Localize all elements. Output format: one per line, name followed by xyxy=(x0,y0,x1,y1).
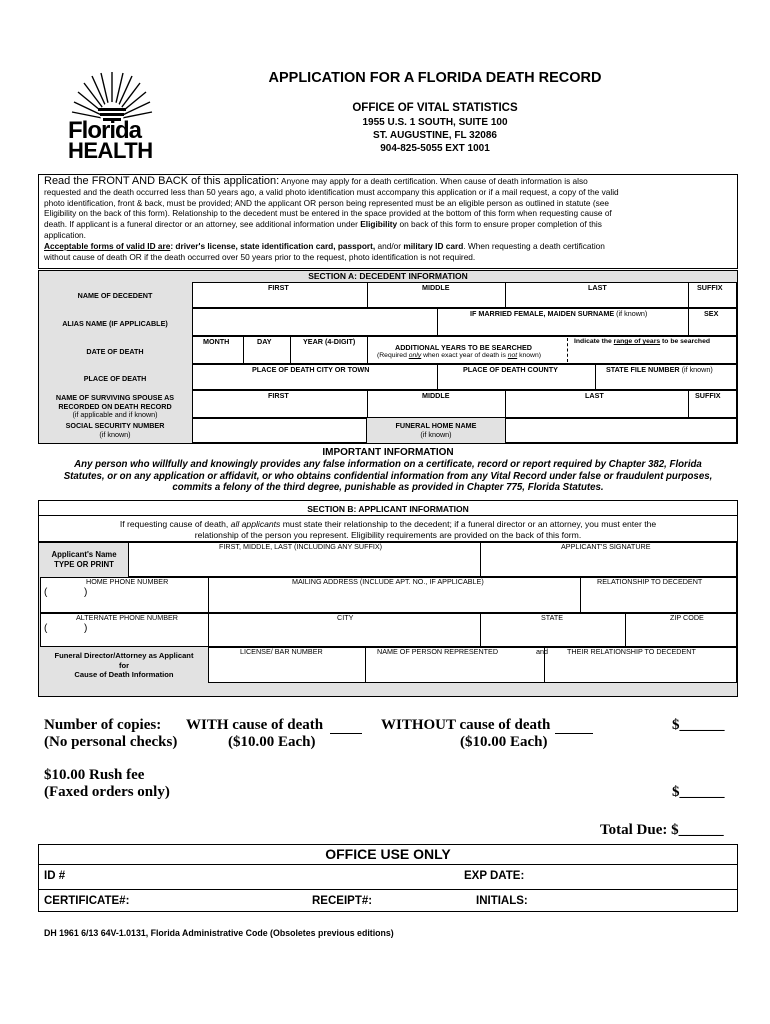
applicant-name-label: Applicant's Name TYPE OR PRINT xyxy=(51,550,117,569)
florida-health-logo xyxy=(68,72,156,163)
faxed-orders: (Faxed orders only) xyxy=(44,784,170,800)
mailing-address-field[interactable]: MAILING ADDRESS (INCLUDE APT. NO., IF APPLICABLE) xyxy=(292,577,484,586)
important-text: Any person who willfully and knowingly provides any false information on a certificate, record or report required by Chapter 382, Florida Statutes, or on any application or affidavit, or who obtains confidential information from any Vital Record under false or fraudulent purposes, commits a felony of the third degree, punishable as provided in Chapter 775, Florida Statutes. xyxy=(63,459,713,493)
home-phone-field[interactable]: HOME PHONE NUMBER xyxy=(86,577,169,586)
alias-label: ALIAS NAME (IF APPLICABLE) xyxy=(62,319,168,328)
home-phone-close: ) xyxy=(84,587,88,598)
their-relationship-field[interactable]: THEIR RELATIONSHIP TO DECEDENT xyxy=(567,647,696,656)
home-phone-open: ( xyxy=(44,587,48,598)
intro-id-list: : driver's license, state identification card, passport, xyxy=(170,240,376,251)
spouse-suffix-field[interactable]: SUFFIX xyxy=(695,391,721,400)
with-cod-label: WITH cause of death xyxy=(186,717,324,733)
section-a-title: SECTION A: DECEDENT INFORMATION xyxy=(308,271,468,281)
intro-line5c: on back of this form to ensure proper completion of this xyxy=(399,219,602,230)
decedent-first-field[interactable]: FIRST xyxy=(268,283,289,292)
office-address-1: 1955 U.S. 1 SOUTH, SUITE 100 xyxy=(362,117,508,128)
applicant-name-field[interactable]: FIRST, MIDDLE, LAST (INCLUDING ANY SUFFIX) xyxy=(219,542,383,551)
rush-fee: $10.00 Rush fee xyxy=(44,767,145,783)
alt-phone-close: ) xyxy=(84,623,88,634)
and-label: and xyxy=(536,647,548,656)
decedent-suffix-field[interactable]: SUFFIX xyxy=(697,283,723,292)
spouse-first-field[interactable]: FIRST xyxy=(268,391,289,400)
death-county-field[interactable]: PLACE OF DEATH COUNTY xyxy=(463,365,558,374)
applicant-signature-field[interactable]: APPLICANT'S SIGNATURE xyxy=(561,542,651,551)
alias-name-field[interactable] xyxy=(193,309,436,335)
spouse-middle-field[interactable]: MIDDLE xyxy=(422,391,450,400)
without-cod-price: ($10.00 Each) xyxy=(460,734,548,750)
office-phone: 904-825-5055 EXT 1001 xyxy=(380,143,490,154)
intro-text xyxy=(44,176,734,262)
without-cod-copies-input[interactable] xyxy=(555,732,593,734)
place-of-death-label: PLACE OF DEATH xyxy=(83,374,147,383)
total-due-field[interactable]: Total Due: $______ xyxy=(600,822,724,838)
ssn-label: SOCIAL SECURITY NUMBER (if known) xyxy=(65,421,165,439)
office-initials: INITIALS: xyxy=(476,895,528,907)
intro-line4: Eligibility on the back of this form). Relationship to the decedent must be entered in the space provided at the bottom of this form when requesting cause of xyxy=(44,208,612,219)
date-of-death-label: DATE OF DEATH xyxy=(86,347,144,356)
intro-lead: Read the FRONT AND BACK of this application: xyxy=(44,175,280,187)
intro-line7e: . When requesting a death certification xyxy=(463,240,605,251)
death-year-field[interactable]: YEAR (4-DIGIT) xyxy=(303,337,356,346)
intro-military: military ID card xyxy=(403,240,464,251)
rush-amount-field[interactable]: $______ xyxy=(672,784,725,800)
intro-line2: requested and the death occurred less than 50 years ago, a valid photo identification must accompany this application or if a mail request, a copy of the valid xyxy=(44,186,619,197)
alt-phone-open: ( xyxy=(44,623,48,634)
without-cod-label: WITHOUT cause of death xyxy=(381,717,551,733)
office-id: ID # xyxy=(44,870,66,882)
relationship-field[interactable]: RELATIONSHIP TO DECEDENT xyxy=(597,577,703,586)
decedent-name-label: NAME OF DECEDENT xyxy=(77,291,153,300)
intro-andor: and/or xyxy=(377,240,402,251)
section-b-title: SECTION B: APPLICANT INFORMATION xyxy=(307,504,469,514)
with-cod-copies-input[interactable] xyxy=(330,732,362,734)
alternate-phone-field[interactable]: ALTERNATE PHONE NUMBER xyxy=(76,613,178,622)
logo-word-health: HEALTH xyxy=(68,138,153,163)
death-month-field[interactable]: MONTH xyxy=(203,337,230,346)
number-of-copies: Number of copies: xyxy=(44,717,162,733)
range-years-field[interactable]: Indicate the range of years to be searched xyxy=(574,338,711,345)
funeral-director-label: Funeral Director/Attorney as Applicant for Cause of Death Information xyxy=(54,651,194,680)
license-bar-field[interactable]: LICENSE/ BAR NUMBER xyxy=(240,647,323,656)
funeral-home-label: FUNERAL HOME NAME (if known) xyxy=(395,421,477,439)
section-b-instructions: If requesting cause of death, all applicants must state their relationship to the decedent; if a funeral director or an attorney, you must enter the relationship of the person you represent. Eligibility requirements are provided on the back of this form. xyxy=(119,519,657,540)
page-title: APPLICATION FOR A FLORIDA DEATH RECORD xyxy=(268,70,602,86)
city-field[interactable]: CITY xyxy=(337,613,354,622)
no-personal-checks: (No personal checks) xyxy=(44,734,178,750)
copies-amount-field[interactable]: $______ xyxy=(672,717,725,733)
office-receipt: RECEIPT#: xyxy=(312,895,373,907)
intro-valid-id: Acceptable forms of valid ID are xyxy=(44,240,171,251)
decedent-last-field[interactable]: LAST xyxy=(588,283,607,292)
intro-line1: Anyone may apply for a death certification. When cause of death information is also xyxy=(281,176,588,186)
zip-code-field[interactable]: ZIP CODE xyxy=(670,613,704,622)
death-day-field[interactable]: DAY xyxy=(257,337,272,346)
additional-years-label: ADDITIONAL YEARS TO BE SEARCHED xyxy=(395,343,532,352)
state-file-number-field[interactable]: STATE FILE NUMBER (if known) xyxy=(606,365,713,374)
sex-field[interactable]: SEX xyxy=(704,309,719,318)
intro-eligibility: Eligibility xyxy=(360,219,398,230)
decedent-middle-field[interactable]: MIDDLE xyxy=(422,283,450,292)
office-name: OFFICE OF VITAL STATISTICS xyxy=(352,102,518,114)
required-note: (Required only when exact year of death is not known) xyxy=(377,352,542,359)
sunburst-icon xyxy=(68,72,156,122)
important-title: IMPORTANT INFORMATION xyxy=(322,447,454,458)
office-certificate: CERTIFICATE#: xyxy=(44,895,130,907)
form-footer: DH 1961 6/13 64V-1.0131, Florida Administrative Code (Obsoletes previous editions) xyxy=(44,928,394,938)
person-represented-field[interactable]: NAME OF PERSON REPRESENTED xyxy=(377,647,499,656)
logo-word-florida: Florida xyxy=(68,117,142,144)
death-city-field[interactable]: PLACE OF DEATH CITY OR TOWN xyxy=(252,365,370,374)
office-use-title: OFFICE USE ONLY xyxy=(325,846,451,862)
office-address-2: ST. AUGUSTINE, FL 32086 xyxy=(373,130,497,141)
intro-line5a: death. If applicant is a funeral director or an attorney, see additional information under xyxy=(44,219,358,230)
funeral-home-field[interactable] xyxy=(505,418,737,443)
intro-line8: without cause of death OR if the death occurred over 50 years prior to the request, photo identification is not required. xyxy=(44,251,476,262)
intro-line3: photo identification, front & back, must be provided; AND the applicant OR person being represented must be an eligible person as outlined in statute (see xyxy=(44,197,609,208)
spouse-last-field[interactable]: LAST xyxy=(585,391,604,400)
with-cod-price: ($10.00 Each) xyxy=(228,734,316,750)
ssn-field[interactable] xyxy=(192,418,367,443)
office-exp-date: EXP DATE: xyxy=(464,870,525,882)
maiden-surname-field[interactable]: IF MARRIED FEMALE, MAIDEN SURNAME (if known) xyxy=(470,309,648,318)
intro-line6: application. xyxy=(44,229,86,240)
state-field[interactable]: STATE xyxy=(541,613,564,622)
spouse-label: NAME OF SURVIVING SPOUSE AS RECORDED ON DEATH RECORD (if applicable and if known) xyxy=(55,393,175,419)
